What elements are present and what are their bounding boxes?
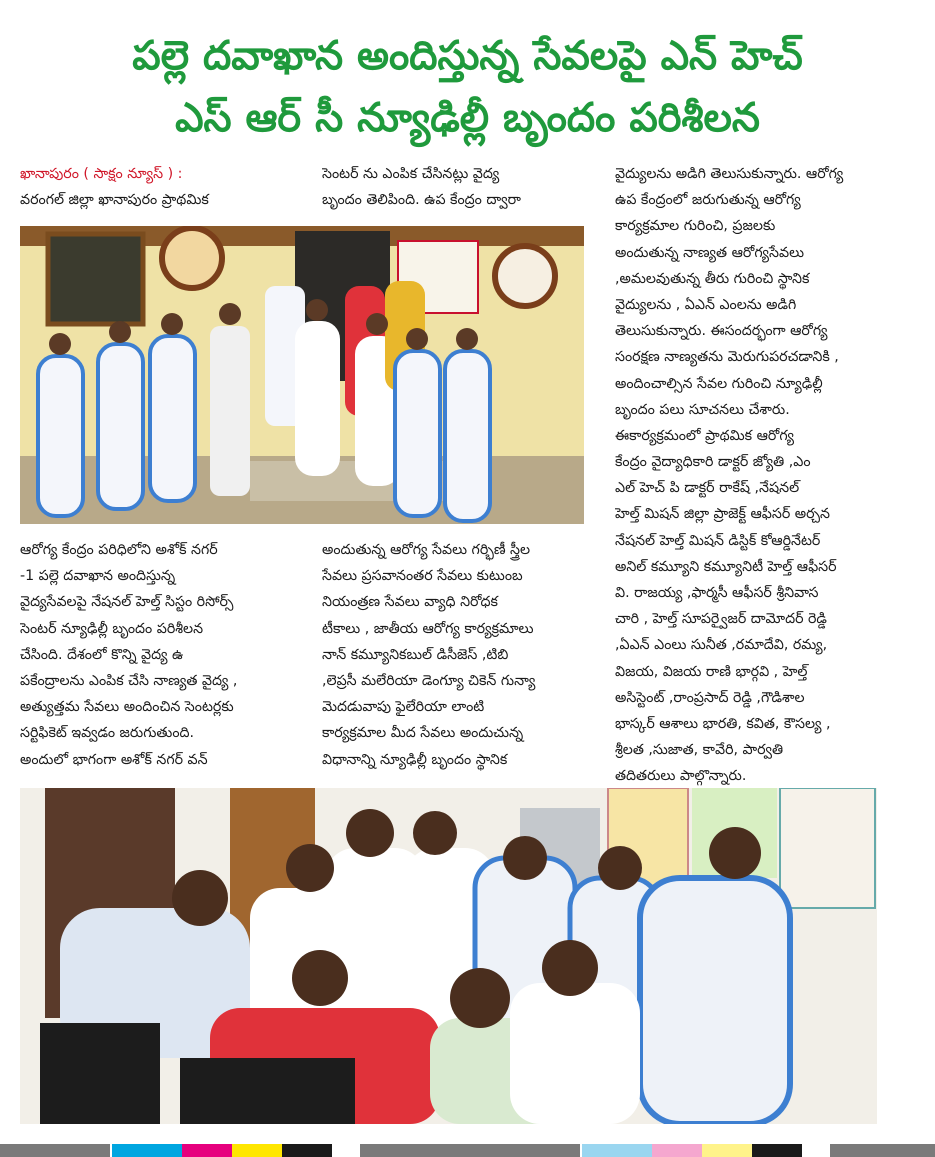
text-line: ఆరోగ్య కేంద్రం పరిధిలోని అశోక్ నగర్	[20, 542, 218, 558]
text-line: సెంటర్ న్యూఢిల్లీ బృందం పరిశీలన	[20, 620, 204, 637]
text-line: నియంత్రణ సేవలు వ్యాధి నిరోధక	[322, 594, 498, 611]
article-col-3	[615, 161, 915, 790]
text-line: అసిస్టెంట్ ,రాంప్రసాద్ రెడ్డి ,గౌడిశాల	[615, 689, 805, 706]
text-line: ఈకార్యక్రమంలో ప్రాథమిక ఆరోగ్య	[615, 427, 795, 444]
colour-bar-segment	[182, 1144, 232, 1157]
text-line: విజయ, విజయ రాణి భార్గవి , హెల్త్	[615, 663, 808, 680]
text-line: పకేంద్రాలను ఎంపిక చేసి నాణ్యత వైద్య ,	[20, 672, 238, 689]
wall-art-circle	[495, 246, 555, 306]
text-line: అందించాల్సిన సేవల గురించి న్యూఢిల్లీ	[615, 375, 823, 392]
text-line: వైద్యులను , ఏఎన్ ఎంలను అడిగి	[615, 296, 797, 313]
headline-line-1: పల్లె దవాఖాన అందిస్తున్న సేవలపై ఎన్ హెచ్	[132, 33, 803, 79]
article-col-1-bottom	[20, 537, 305, 773]
colour-bar-segment	[752, 1144, 802, 1157]
text-line: -1 పల్లె దవాఖాన అందిస్తున్న	[20, 568, 176, 585]
text-line: వరంగల్ జిల్లా ఖానాపురం ప్రాథమిక	[20, 192, 209, 209]
window	[48, 234, 143, 324]
text-line: శ్రీలత ,సుజాత, కావేరి, పార్వతి	[615, 742, 784, 759]
text-line: కేంద్రం వైద్యాధికారి డాక్టర్ జ్యోతి ,ఎం	[615, 454, 811, 471]
text-line: మెదడువాపు ఫైలేరియా లాంటి	[322, 699, 485, 716]
colour-bar-segment	[282, 1144, 332, 1157]
article-col-2-bottom	[322, 537, 607, 773]
monitor	[40, 1023, 160, 1124]
text-line: ,ఏఎన్ ఎంలు సునీత ,రమాదేవి, రమ్య,	[615, 637, 828, 654]
text-line: ,లెప్రసీ మలేరియా డెంగ్యూ చికెన్ గున్యా	[322, 672, 536, 689]
photo-team-image	[20, 226, 584, 524]
photo-team-at-computer	[20, 788, 877, 1124]
text-line: బృందం పలు సూచనలు చేశారు.	[615, 401, 790, 418]
text-line: అందులో భాగంగా అశోక్ నగర్ వన్	[20, 751, 208, 768]
article-col-2-top	[322, 161, 607, 213]
text-line: సంరక్షణ నాణ్యతను మెరుగుపరచడానికి ,	[615, 349, 839, 366]
colour-bar-segment	[652, 1144, 702, 1157]
text-line: నేషనల్ హెల్త్ మిషన్ డిస్టిక్ కోఆర్డినేటర్	[615, 532, 821, 549]
colour-bar-segment	[830, 1144, 935, 1157]
text-line: కార్యక్రమాల గురించి, ప్రజలకు	[615, 218, 776, 235]
text-line: ఎల్ హెచ్ పి డాక్టర్ రాకేష్ ,నేషనల్	[615, 480, 800, 497]
text-line: ఉప కేంద్రంలో జరుగుతున్న ఆరోగ్య	[615, 192, 801, 209]
article-col-1-top	[20, 161, 305, 213]
text-line: సర్టిఫికెట్ ఇవ్వడం జరుగుతుంది.	[20, 725, 195, 742]
colour-bar-segment	[582, 1144, 652, 1157]
text-line: వైద్యసేవలపై నేషనల్ హెల్త్ సిస్టం రిసోర్స్	[20, 594, 234, 611]
text-line: తదితరులు పాల్గొన్నారు.	[615, 768, 747, 785]
text-line: చేసింది. దేశంలో కొన్ని వైద్య ఉ	[20, 646, 184, 663]
colour-bar-segment	[112, 1144, 182, 1157]
monitor	[180, 1058, 355, 1124]
photo-computer-image	[20, 788, 877, 1124]
colour-bar-segment	[702, 1144, 752, 1157]
text-line: ,అమలవుతున్న తీరు గురించి స్థానిక	[615, 270, 810, 287]
text-line: బృందం తెలిపింది. ఉప కేంద్రం ద్వారా	[322, 192, 521, 209]
colour-bar-segment	[232, 1144, 282, 1157]
text-line: సెంటర్ ను ఎంపిక చేసినట్లు వైద్య	[322, 166, 500, 182]
text-line: చారి , హెల్త్ సూపర్వైజర్ దామోదర్ రెడ్డి	[615, 611, 827, 628]
text-line: అనిల్ కమ్యూని కమ్యూనిటీ హెల్త్ ఆఫీసర్	[615, 558, 837, 575]
photo-team-at-center	[20, 226, 584, 524]
text-line: వి. రాజయ్య ,ఫార్మసీ ఆఫీసర్ శ్రీనివాస	[615, 585, 819, 601]
text-line: తెలుసుకున్నారు. ఈసందర్భంగా ఆరోగ్య	[615, 323, 828, 340]
colour-bar-segment	[0, 1144, 110, 1157]
text-line: అందుతున్న నాణ్యత ఆరోగ్యసేవలు	[615, 244, 805, 261]
text-line: అందుతున్న ఆరోగ్య సేవలు గర్భిణీ స్త్రీల	[322, 542, 531, 558]
dateline: ఖానాపురం ( సాక్షం న్యూస్ ) :	[20, 166, 183, 182]
headline-line-2: ఎస్ ఆర్ సీ న్యూఢిల్లీ బృందం పరిశీలన	[175, 95, 760, 141]
text-line: టీకాలు , జాతీయ ఆరోగ్య కార్యక్రమాలు	[322, 620, 534, 637]
text-line: సేవలు ప్రసవానంతర సేవలు కుటుంబ	[322, 568, 523, 585]
poster-3	[780, 788, 875, 908]
text-line: హెల్త్ మిషన్ జిల్లా ప్రాజెక్ట్ ఆఫీసర్ అర్చన	[615, 506, 830, 523]
text-line: భాస్కర్ ఆశాలు భారతి, కవిత, కౌసల్య ,	[615, 715, 831, 732]
text-line: విధానాన్ని న్యూఢిల్లీ బృందం స్థానిక	[322, 751, 508, 768]
colour-bar-segment	[360, 1144, 580, 1157]
text-line: అత్యుత్తమ సేవలు అందించిన సెంటర్లకు	[20, 699, 234, 716]
wall-art-circle	[162, 228, 222, 288]
text-line: వైద్యులను అడిగి తెలుసుకున్నారు. ఆరోగ్య	[615, 166, 844, 182]
text-line: కార్యక్రమాల మీద సేవలు అందుచున్న	[322, 725, 524, 742]
text-line: నాన్ కమ్యూనికబుల్ డిసీజెస్ ,టిబి	[322, 646, 509, 663]
